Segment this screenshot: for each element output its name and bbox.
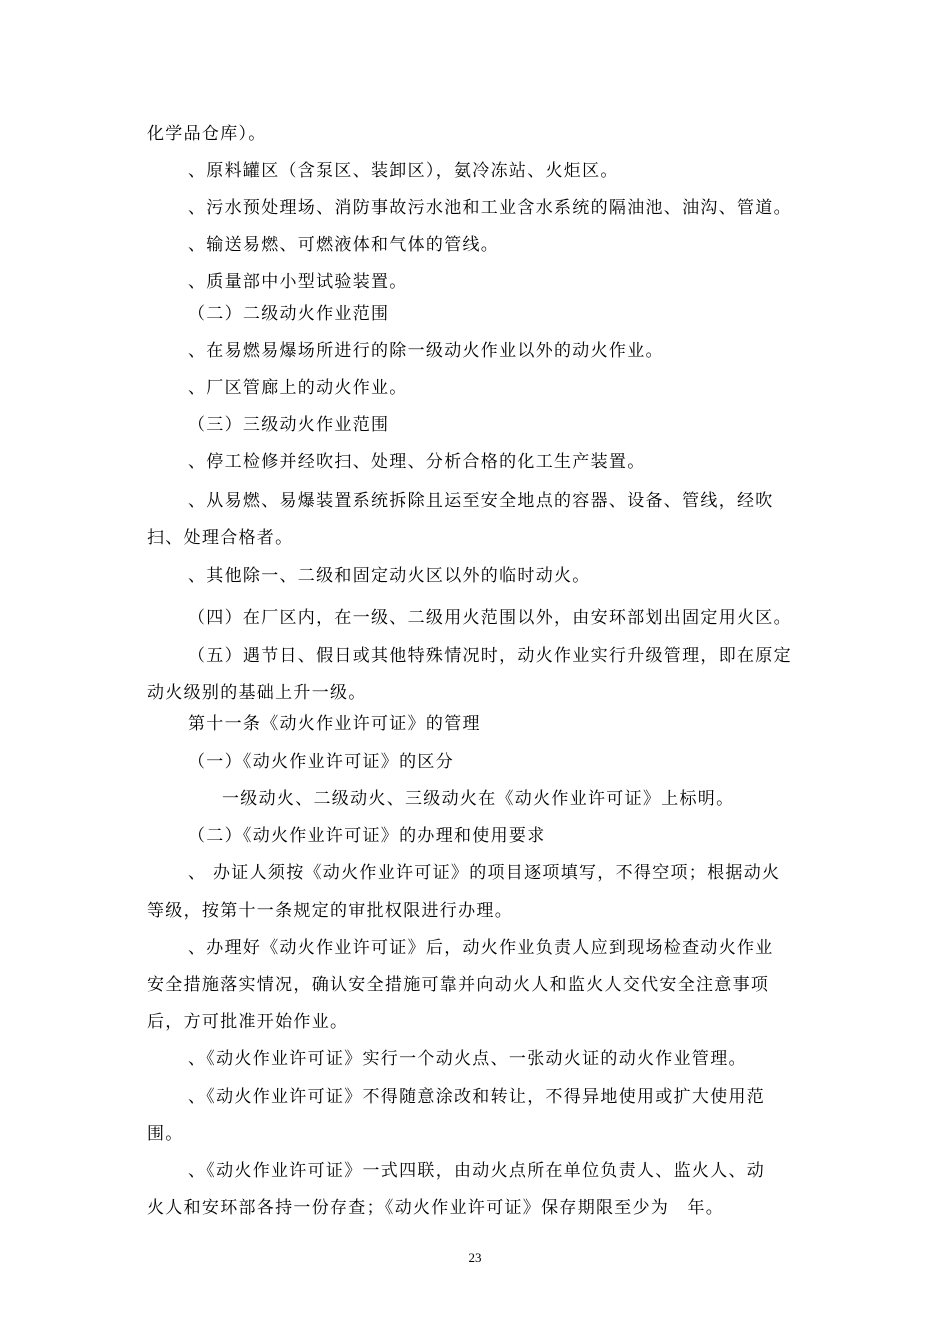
text-line: 、质量部中小型试验装置。	[188, 272, 408, 292]
text-line: 安全措施落实情况，确认安全措施可靠并向动火人和监火人交代安全注意事项	[147, 975, 770, 995]
text-line: （四）在厂区内，在一级、二级用火范围以外，由安环部划出固定用火区。	[188, 608, 792, 628]
text-line: 、从易燃、易爆装置系统拆除且运至安全地点的容器、设备、管线，经吹	[188, 491, 774, 511]
text-line: 、其他除一、二级和固定动火区以外的临时动火。	[188, 566, 591, 586]
text-line: 动火级别的基础上升一级。	[147, 683, 367, 703]
text-line: 围。	[147, 1124, 184, 1144]
text-line: 一级动火、二级动火、三级动火在《动火作业许可证》上标明。	[222, 789, 735, 809]
text-line: 等级，按第十一条规定的审批权限进行办理。	[147, 901, 513, 921]
text-line: 、输送易燃、可燃液体和气体的管线。	[188, 235, 500, 255]
text-line: 、厂区管廊上的动火作业。	[188, 378, 408, 398]
article-heading: 第十一条《动火作业许可证》的管理	[188, 714, 481, 734]
text-line: 扫、处理合格者。	[147, 528, 294, 548]
text-line: 、办理好《动火作业许可证》后，动火作业负责人应到现场检查动火作业	[188, 938, 774, 958]
section-heading: （三）三级动火作业范围	[188, 415, 390, 435]
text-line: （五）遇节日、假日或其他特殊情况时，动火作业实行升级管理，即在原定	[188, 646, 792, 666]
section-heading: （二）《动火作业许可证》的办理和使用要求	[188, 826, 546, 846]
text-line: 、《动火作业许可证》一式四联，由动火点所在单位负责人、监火人、动	[188, 1161, 766, 1181]
text-line: 、《动火作业许可证》实行一个动火点、一张动火证的动火作业管理。	[188, 1049, 747, 1069]
page-number: 23	[468, 1250, 482, 1265]
text-line: 、在易燃易爆场所进行的除一级动火作业以外的动火作业。	[188, 341, 664, 361]
text-line: 、《动火作业许可证》不得随意涂改和转让，不得异地使用或扩大使用范	[188, 1087, 766, 1107]
text-line: 、原料罐区（含泵区、装卸区），氨冷冻站、火炬区。	[188, 161, 619, 181]
text-line: 火人和安环部各持一份存查；《动火作业许可证》保存期限至少为 年。	[147, 1198, 725, 1218]
text-line: 、 办证人须按《动火作业许可证》的项目逐项填写，不得空项；根据动火	[188, 863, 781, 883]
text-line: 、污水预处理场、消防事故污水池和工业含水系统的隔油池、油沟、管道。	[188, 198, 792, 218]
text-line: 后，方可批准开始作业。	[147, 1012, 349, 1032]
text-line: 、停工检修并经吹扫、处理、分析合格的化工生产装置。	[188, 452, 646, 472]
section-heading: （一）《动火作业许可证》的区分	[188, 752, 454, 772]
section-heading: （二）二级动火作业范围	[188, 304, 390, 324]
text-line: 化学品仓库）。	[147, 124, 267, 144]
